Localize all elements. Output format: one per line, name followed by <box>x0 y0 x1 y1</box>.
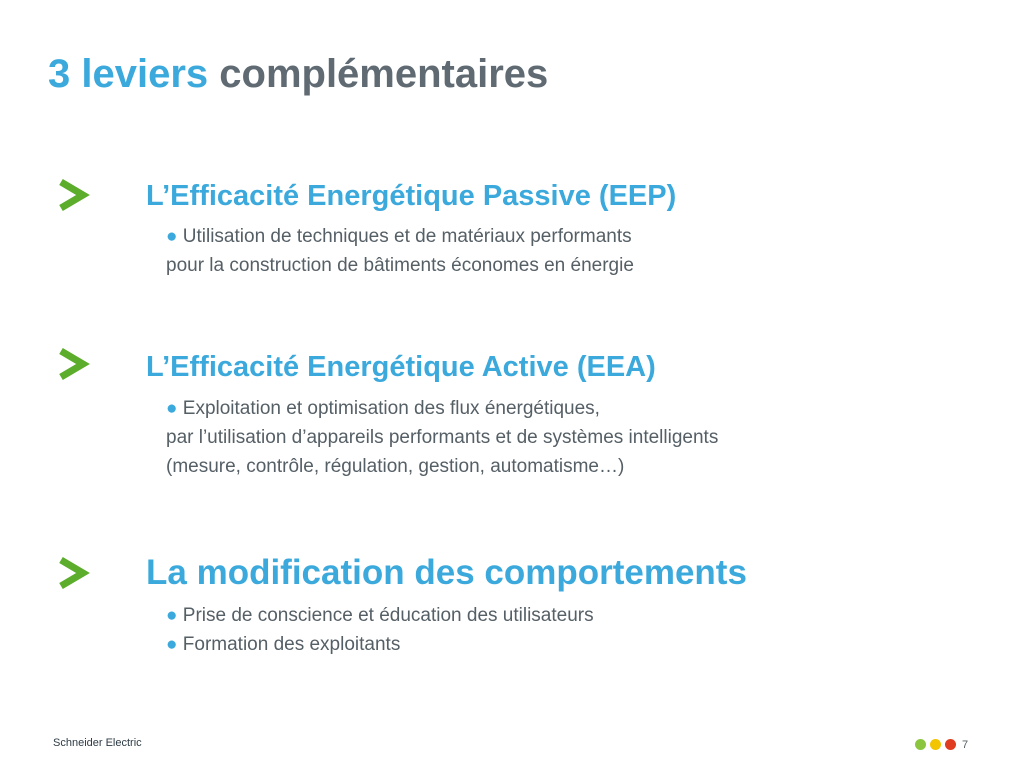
lever-body <box>166 222 634 280</box>
title-accent: 3 leviers <box>48 52 209 96</box>
footer-brand: Schneider Electric <box>53 737 142 749</box>
lever-body <box>166 394 718 481</box>
continuation-line: par l’utilisation d’appareils performants et de systèmes intelligents <box>166 427 719 448</box>
dot-icon <box>915 739 926 750</box>
chevron-right-icon <box>54 177 90 213</box>
dot-icon <box>945 739 956 750</box>
bullet-icon: ● <box>166 605 178 626</box>
bullet-text: Exploitation et optimisation des flux énergétiques, <box>182 398 600 419</box>
bullet-line <box>166 394 718 423</box>
dot-icon <box>930 739 941 750</box>
bullet-line <box>166 630 594 659</box>
bullet-icon: ● <box>166 226 178 247</box>
lever-heading: L’Efficacité Energétique Passive (EEP) <box>146 180 677 212</box>
bullet-icon: ● <box>166 398 178 419</box>
lever-heading: L’Efficacité Energétique Active (EEA) <box>146 351 656 383</box>
bullet-text: Prise de conscience et éducation des utilisateurs <box>182 605 594 626</box>
continuation-line: (mesure, contrôle, régulation, gestion, automatisme…) <box>166 456 625 477</box>
bullet-line <box>166 601 594 630</box>
page-number: 7 <box>962 739 969 751</box>
continuation-line: pour la construction de bâtiments économes en énergie <box>166 255 634 276</box>
lever-body <box>166 601 594 659</box>
bullet-text: Formation des exploitants <box>182 634 401 655</box>
title-rest: complémentaires <box>219 52 549 96</box>
lever-heading: La modification des comportements <box>146 553 747 592</box>
bullet-line <box>166 222 634 251</box>
page-title <box>48 50 548 98</box>
chevron-right-icon <box>54 555 90 591</box>
footer-dots <box>915 739 960 750</box>
bullet-icon: ● <box>166 634 178 655</box>
bullet-text: Utilisation de techniques et de matériaux performants <box>182 226 632 247</box>
chevron-right-icon <box>54 346 90 382</box>
